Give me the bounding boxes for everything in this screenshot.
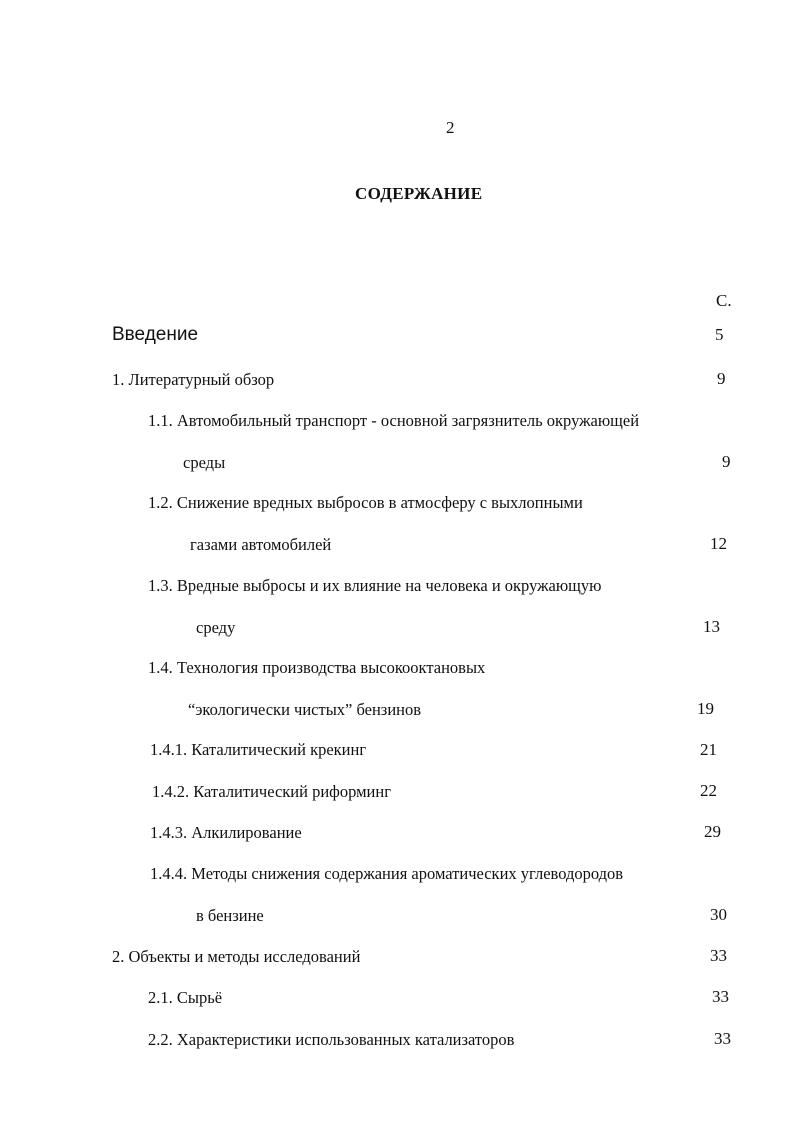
- toc-entry-1-4-2: 1.4.2. Каталитический риформинг: [152, 782, 391, 801]
- page-column-header: С.: [716, 291, 732, 310]
- toc-entry-1-1: 1.1. Автомобильный транспорт - основной загрязнитель окружающей: [148, 411, 640, 430]
- toc-page-1-1: 9: [722, 452, 731, 471]
- toc-page-1-4-2: 22: [700, 781, 717, 800]
- toc-entry-1-2-cont: газами автомобилей: [190, 535, 332, 554]
- toc-entry-2-1: 2.1. Сырьё: [148, 988, 223, 1007]
- toc-page-1-4-1: 21: [700, 740, 717, 759]
- page-number: 2: [446, 118, 455, 137]
- toc-page-1-3: 13: [703, 617, 720, 636]
- toc-page-1-2: 12: [710, 534, 727, 553]
- toc-page-1-4: 19: [697, 699, 714, 718]
- toc-page-1-4-4: 30: [710, 905, 727, 924]
- toc-entry-1-3: 1.3. Вредные выбросы и их влияние на человека и окружающую: [148, 576, 602, 595]
- toc-page-intro: 5: [715, 325, 724, 344]
- toc-entry-1-4: 1.4. Технология производства высокооктановых: [148, 658, 486, 677]
- toc-page-2: 33: [710, 946, 727, 965]
- toc-entry-2-2: 2.2. Характеристики использованных катализаторов: [148, 1030, 515, 1049]
- toc-entry-1-1-cont: среды: [183, 453, 226, 472]
- toc-entry-1-4-1: 1.4.1. Каталитический крекинг: [150, 740, 367, 759]
- toc-entry-1-4-4-cont: в бензине: [196, 906, 264, 925]
- toc-entry-1-4-cont: “экологически чистых” бензинов: [188, 700, 422, 719]
- toc-page-1: 9: [717, 369, 726, 388]
- toc-entry-1-4-4: 1.4.4. Методы снижения содержания ароматических углеводородов: [150, 864, 624, 883]
- toc-entry-1-2: 1.2. Снижение вредных выбросов в атмосферу с выхлопными: [148, 493, 583, 512]
- toc-entry-1-3-cont: среду: [196, 618, 236, 637]
- toc-entry-1: 1. Литературный обзор: [112, 370, 275, 389]
- page-title: СОДЕРЖАНИЕ: [355, 184, 483, 203]
- toc-entry-1-4-3: 1.4.3. Алкилирование: [150, 823, 302, 842]
- toc-page-2-2: 33: [714, 1029, 731, 1048]
- toc-page-1-4-3: 29: [704, 822, 721, 841]
- toc-entry-2: 2. Объекты и методы исследований: [112, 947, 361, 966]
- toc-page-2-1: 33: [712, 987, 729, 1006]
- toc-entry-intro: Введение: [112, 324, 199, 345]
